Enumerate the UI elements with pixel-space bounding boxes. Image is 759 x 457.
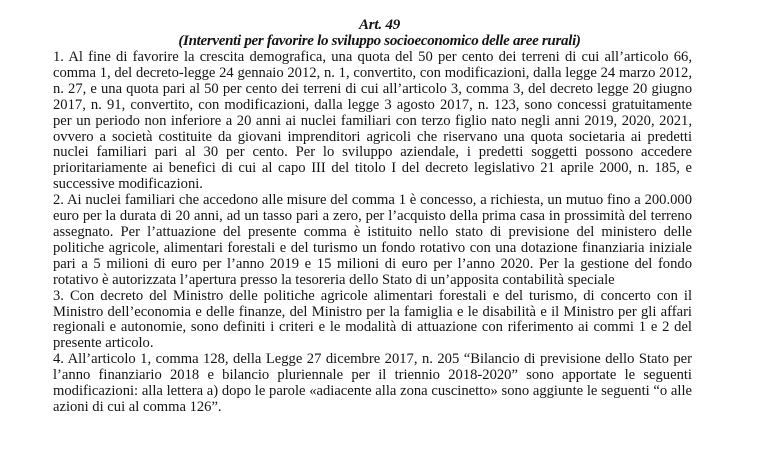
text-line: regionali e autonomie, sono definiti i criteri e le modalità di attuazione con riferimento ai commi 1 e 2 del [53, 319, 692, 336]
text-line: ovvero a società costituite da giovani imprenditori agricoli che riservano una quota societaria ai predetti [53, 128, 692, 145]
text-line: 4. All’articolo 1, comma 128, della Legge 27 dicembre 2017, n. 205 “Bilancio di previsione dello Stato per [53, 351, 692, 368]
text-line: pari a 5 milioni di euro per l’anno 2019 e 15 milioni di euro per l’anno 2020. Per la gestione del fondo [53, 255, 692, 272]
text-line: n. 27, e una quota pari al 50 per cento dei terreni di cui all’articolo 3, comma 3, del decreto legge 20 giugno [53, 80, 692, 97]
text-line: assegnato. Per l’attuazione del presente comma è istituito nello stato di previsione del ministero delle [53, 223, 692, 240]
text-line: nuclei familiari pari al 30 per cento. Per lo sviluppo aziendale, i predetti soggetti possono accedere [53, 144, 692, 161]
text-line: rotativo è autorizzata l’apertura presso la tesoreria dello Stato di un’apposita contabilità speciale [53, 271, 615, 288]
article-number: Art. 49 [358, 17, 401, 33]
paragraph-2 [53, 193, 692, 288]
text-line: per un periodo non inferiore a 20 anni ai nuclei familiari con terzo figlio nato negli anni 2019, 2020, 2021, [53, 112, 692, 129]
paragraph-4 [53, 352, 692, 416]
article-title: (Interventi per favorire lo sviluppo socioeconomico delle aree rurali) [178, 33, 581, 49]
text-line: modificazioni: alla lettera a) dopo le parole «adiacente alla zona cuscinetto» sono aggiunte le seguenti “o alle [53, 383, 692, 400]
text-line: presente articolo. [53, 335, 154, 352]
text-line: politiche agricole, alimentari forestali e del turismo un fondo rotativo con una dotazione finanziaria iniziale [53, 239, 692, 256]
text-line: comma 1, del decreto-legge 24 gennaio 2012, n. 1, convertito, con modificazioni, dalla legge 24 marzo 2012, [53, 64, 692, 81]
text-line: azioni di cui al comma 126”. [53, 398, 222, 415]
text-line: successive modificazioni. [53, 176, 203, 193]
text-line: prioritariamente ai benefici di cui al capo III del titolo I del decreto legislativo 21 aprile 2000, n. 185, e [53, 160, 692, 177]
text-line: Ministro dell’economia e delle finanze, del Ministro per la famiglia e le disabilità e il Ministro per gli affari [53, 303, 692, 320]
article-body [53, 50, 692, 416]
paragraph-1 [53, 50, 692, 193]
text-line: 1. Al fine di favorire la crescita demografica, una quota del 50 per cento dei terreni di cui all’articolo 66, [53, 49, 692, 65]
text-line: 2017, n. 91, convertito, con modificazioni, dalla legge 3 agosto 2017, n. 123, sono concessi gratuitamente [53, 96, 692, 113]
text-line: 2. Ai nuclei familiari che accedono alle misure del comma 1 è concesso, a richiesta, un mutuo fino a 200.000 [53, 192, 692, 209]
text-line: euro per la durata di 20 anni, ad un tasso pari a zero, per l’acquisto della prima casa in prossimità del terreno [53, 208, 692, 225]
paragraph-3 [53, 289, 692, 353]
text-line: l’anno finanziario 2018 e bilancio pluriennale per il triennio 2018-2020” sono apportate le seguenti [53, 367, 692, 384]
text-line: 3. Con decreto del Ministro delle politiche agricole alimentari forestali e del turismo, di concerto con il [53, 287, 692, 304]
